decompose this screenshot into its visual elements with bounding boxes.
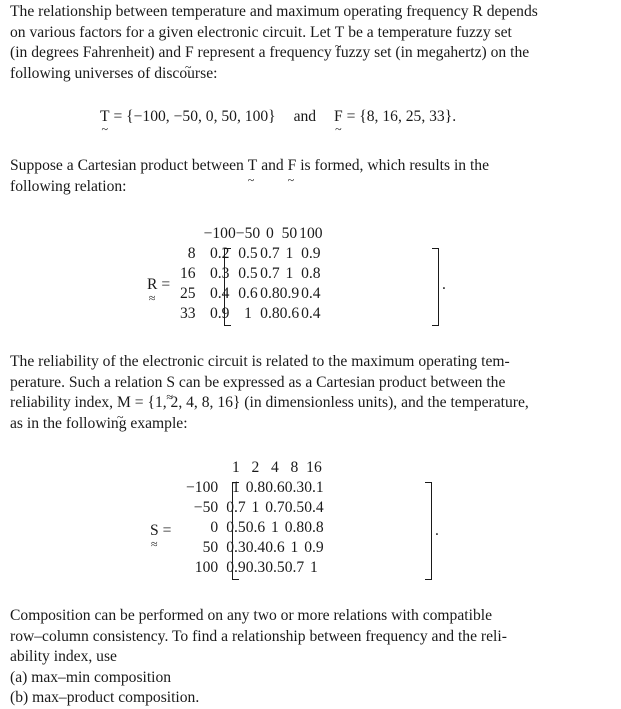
matrix-cell: 0.6 (238, 285, 258, 302)
column-header: 100 (299, 225, 323, 242)
matrix-cell: 0.4 (301, 285, 321, 302)
matrix-cell: 0.3 (226, 539, 246, 556)
matrix-cell: 0.9 (301, 245, 321, 262)
column-header: 2 (251, 459, 260, 476)
matrix-corner (186, 458, 226, 478)
matrix-cell: 1 (271, 519, 279, 536)
reliability-line-1: The reliability of the electronic circuit is related to the maximum operating tem- (10, 353, 510, 370)
matrix-cell: 0.6 (279, 305, 300, 322)
composition-line-2: row–column consistency. To find a relationship between frequency and the reli- (10, 627, 507, 645)
cartesian-line-2: following relation: (10, 177, 127, 195)
matrix-row (186, 478, 324, 498)
matrix-cell: 0.4 (301, 305, 321, 322)
matrix-R-period: . (442, 276, 446, 293)
matrix-R-table (180, 224, 323, 324)
matrix-cell: 0.1 (304, 479, 324, 496)
fuzzy-set-T-ref: T ~ (248, 156, 258, 177)
composition-paragraph (10, 606, 584, 709)
matrix-cell: 0.7 (284, 559, 305, 576)
matrix-cell: 0.3 (209, 265, 230, 282)
universe-definitions (100, 108, 456, 126)
matrix-row (180, 264, 323, 284)
matrix-cell: 0.7 (260, 265, 280, 282)
matrix-cell: 1 (232, 479, 240, 496)
column-header: −100 (203, 225, 236, 242)
reliability-line-2: perature. Such a relation S ≈ can be expressed as a Cartesian product between the (10, 373, 584, 394)
column-header: 8 (290, 459, 299, 476)
matrix-cell: 0.6 (245, 519, 266, 536)
matrix-cell: 0.7 (265, 499, 285, 516)
matrix-S-label: S ≈ = (150, 522, 171, 540)
matrix-cell: 0.5 (265, 559, 285, 576)
matrix-cell: 0.4 (209, 285, 230, 302)
matrix-cell: 0.7 (260, 245, 280, 262)
matrix-cell: 1 (290, 539, 299, 556)
row-header: 25 (180, 285, 196, 302)
intro-line-3: (in degrees Fahrenheit) and F ~ represent a frequency fuzzy set (in megahertz) on the (10, 43, 584, 64)
matrix-cell: 0.8 (245, 479, 266, 496)
matrix-row (180, 244, 323, 264)
intro-paragraph (10, 2, 584, 84)
matrix-cell: 0.7 (226, 499, 246, 516)
matrix-cell: 0.9 (209, 305, 230, 322)
matrix-row (186, 498, 324, 518)
row-header: 50 (202, 539, 219, 556)
set-F-symbol: F ~ (334, 108, 343, 126)
matrix-cell: 0.8 (304, 519, 324, 536)
matrix-cell: 0.4 (245, 539, 266, 556)
column-header: 50 (281, 225, 298, 242)
relation-S-ref: S ≈ (166, 373, 175, 394)
matrix-S-right-bracket (425, 482, 432, 580)
set-T-symbol: T ~ (100, 108, 110, 126)
matrix-S-left-bracket (232, 482, 239, 580)
column-header: 1 (232, 459, 240, 476)
matrix-cell: 0.9 (226, 559, 246, 576)
matrix-cell: 1 (251, 499, 260, 516)
row-header: 0 (210, 519, 219, 536)
composition-line-1: Composition can be performed on any two or more relations with compatible (10, 607, 492, 624)
intro-line-2: on various factors for a given electronic circuit. Let T ~ be a temperature fuzzy set (10, 23, 584, 44)
matrix-S-period: . (435, 522, 439, 539)
matrix-row (186, 538, 324, 558)
row-header: 33 (180, 305, 196, 322)
matrix-cell: 0.5 (284, 499, 305, 516)
cartesian-line-1: Suppose a Cartesian product between T ~ and F ~ is formed, which results in the (10, 156, 584, 177)
matrix-cell: 0.6 (265, 539, 285, 556)
matrix-row (180, 284, 323, 304)
matrix-cell: 0.4 (304, 499, 324, 516)
matrix-cell: 0.8 (284, 519, 305, 536)
matrix-R-right-bracket (432, 248, 439, 326)
fuzzy-set-M: M ~ (117, 393, 131, 414)
column-header: 16 (306, 459, 322, 476)
matrix-cell: 1 (244, 305, 252, 322)
reliability-paragraph (10, 352, 584, 434)
composition-line-3: ability index, use (10, 648, 117, 665)
matrix-cell: 0.5 (238, 265, 258, 282)
matrix-cell: 0.3 (245, 559, 266, 576)
matrix-cell: 0.5 (238, 245, 258, 262)
set-T-definition: = {−100, −50, 0, 50, 100} (113, 108, 276, 125)
intro-line-4: following universes of discourse: (10, 64, 218, 82)
fuzzy-set-F: F ~ (185, 43, 194, 64)
row-header: 100 (194, 559, 219, 576)
fuzzy-set-F-ref: F ~ (288, 156, 297, 177)
fuzzy-set-T: T ~ (335, 23, 345, 44)
matrix-cell: 0.3 (284, 479, 305, 496)
matrix-cell: 0.8 (301, 265, 321, 282)
and-word: and (293, 108, 317, 125)
matrix-row (180, 304, 323, 324)
row-header: 8 (187, 245, 196, 262)
option-a: (a) max–min composition (10, 668, 172, 686)
matrix-cell: 0.6 (265, 479, 285, 496)
matrix-cell: 0.8 (260, 305, 280, 322)
matrix-S-table (186, 458, 324, 578)
matrix-row (186, 558, 324, 578)
row-header: −100 (186, 479, 219, 496)
intro-line-1: The relationship between temperature and maximum operating frequency R depends (10, 3, 538, 20)
set-F-definition: = {8, 16, 25, 33}. (346, 108, 457, 125)
matrix-cell: 0.9 (279, 285, 300, 302)
matrix-row (186, 518, 324, 538)
matrix-corner (180, 224, 204, 244)
row-header: −50 (193, 499, 219, 516)
option-b: (b) max–product composition. (10, 689, 200, 706)
reliability-line-3: reliability index, M ~ = {1, 2, 4, 8, 16} (in dimensionless units), and the temperature, (10, 393, 584, 414)
matrix-cell: 0.9 (304, 539, 324, 556)
matrix-cell: 0.5 (226, 519, 246, 536)
matrix-cell: 1 (285, 265, 294, 282)
row-header: 16 (180, 265, 196, 282)
matrix-cell: 0.8 (260, 285, 280, 302)
matrix-R-label: R ≈ = (147, 276, 170, 294)
column-header: −50 (235, 225, 261, 242)
matrix-cell: 0.2 (209, 245, 230, 262)
cartesian-paragraph (10, 156, 584, 197)
column-header: 0 (266, 225, 274, 242)
matrix-R-left-bracket (224, 248, 231, 326)
column-header: 4 (271, 459, 279, 476)
matrix-cell: 1 (310, 559, 318, 576)
reliability-line-4: as in the following example: (10, 414, 188, 432)
matrix-cell: 1 (285, 245, 294, 262)
